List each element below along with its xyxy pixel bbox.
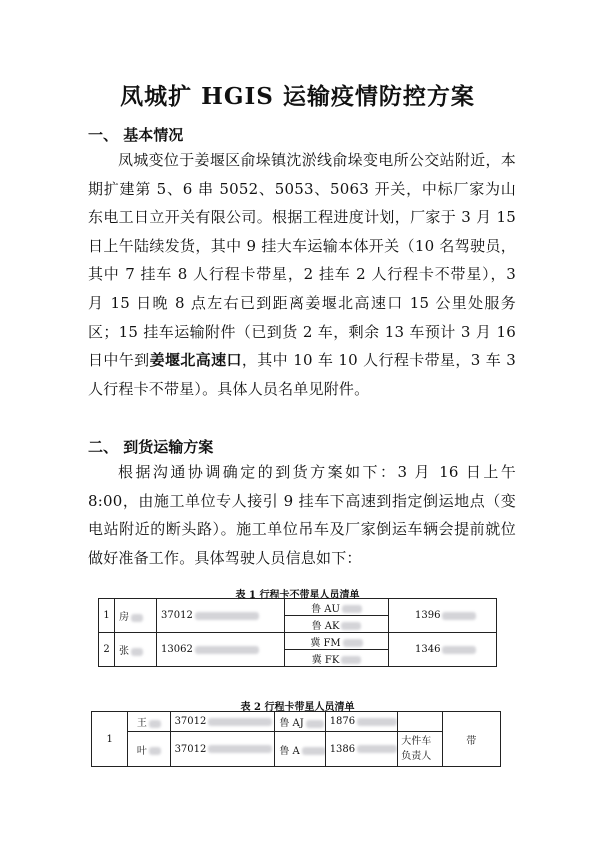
table-1-row-1-id: 37012: [157, 599, 285, 633]
table-2-row-1-plate: 鲁 AJ: [275, 712, 325, 732]
table-2-row-2-phone: 1386: [325, 732, 398, 767]
table-1-row-2-no: 2: [99, 633, 115, 667]
table-2-row-2-id: 37012: [170, 732, 275, 767]
table-1-row-2-plate-1: 冀 FM: [285, 633, 389, 650]
section-1-paragraph: [88, 146, 516, 403]
section-1-text-bold: 姜堰北高速口: [149, 351, 242, 370]
table-1: [98, 598, 497, 667]
table-2-row-2-name: 叶: [128, 732, 170, 767]
table-1-caption: 表 1 行程卡不带星人员清单: [235, 590, 360, 601]
table-2-row-2-role: 大件车负责人: [398, 732, 442, 767]
table-1-row-2-id: 13062: [157, 633, 285, 667]
table-2-row-1-phone: 1876: [325, 712, 398, 732]
section-2-paragraph: 根据沟通协调确定的到货方案如下：3 月 16 日上午 8:00，由施工单位专人接引 9 挂车下高速到指定倒运地点（变电站附近的断头路）。施工单位吊车及厂家倒运车辆会提前就位做好准备工作。具体驾驶人员信息如下：: [88, 463, 516, 567]
table-1-row-1-plate-1: 鲁 AU: [285, 599, 389, 616]
table-1-row-1-phone: 1396: [389, 599, 497, 633]
table-1-row-2-phone: 1346: [389, 633, 497, 667]
table-row: [99, 633, 497, 650]
table-2-row-1-name: 王: [128, 712, 170, 732]
table-2-star: 带: [442, 712, 500, 767]
table-2-row-1-role: [398, 712, 442, 732]
document-title: 凤城扩 HGIS 运输疫情防控方案: [120, 83, 475, 110]
section-1-text-b: ，其中 10 车 10 人行程卡带星，3 车 3 人行程卡不带星）。具体人员名单见附件。: [88, 351, 516, 398]
table-2-row-1-id: 37012: [170, 712, 275, 732]
table-2-row-2-plate: 鲁 A: [275, 732, 325, 767]
section-2-heading: 二、 到货运输方案: [88, 438, 214, 456]
section-1-text-a: 凤城变位于姜堰区俞垛镇沈淤线俞垛变电所公交站附近，本期扩建第 5、6 串 5052、5053、5063 开关，中标厂家为山东电工日立开关有限公司。根据工程进度计划，厂家于 3 月 15 日上午陆续发货，其中 9 挂大车运输本体开关（10 名驾驶员，其中 7 挂车 8 人行程卡带星，2 挂车 2 人行程卡不带星），3 月 15 日晚 8 点左右已到距离姜堰北高速口 15 公里处服务区；15 挂车运输附件（已到货 2 车，剩余 13 车预计 3 月 16 日中午到: [88, 151, 516, 370]
table-1-row-2-name: 张: [115, 633, 157, 667]
table-row: [92, 712, 501, 732]
table-1-row-1-name: 房: [115, 599, 157, 633]
section-1-heading: 一、 基本情况: [88, 126, 184, 144]
table-1-row-2-plate-2: 冀 FK: [285, 650, 389, 667]
table-1-row-1-no: 1: [99, 599, 115, 633]
table-1-row-1-plate-2: 鲁 AK: [285, 616, 389, 633]
table-2: [91, 711, 501, 767]
table-2-caption: 表 2 行程卡带星人员清单: [240, 702, 355, 713]
table-2-group-no: 1: [92, 712, 128, 767]
table-row: [92, 732, 501, 767]
table-row: [99, 599, 497, 616]
